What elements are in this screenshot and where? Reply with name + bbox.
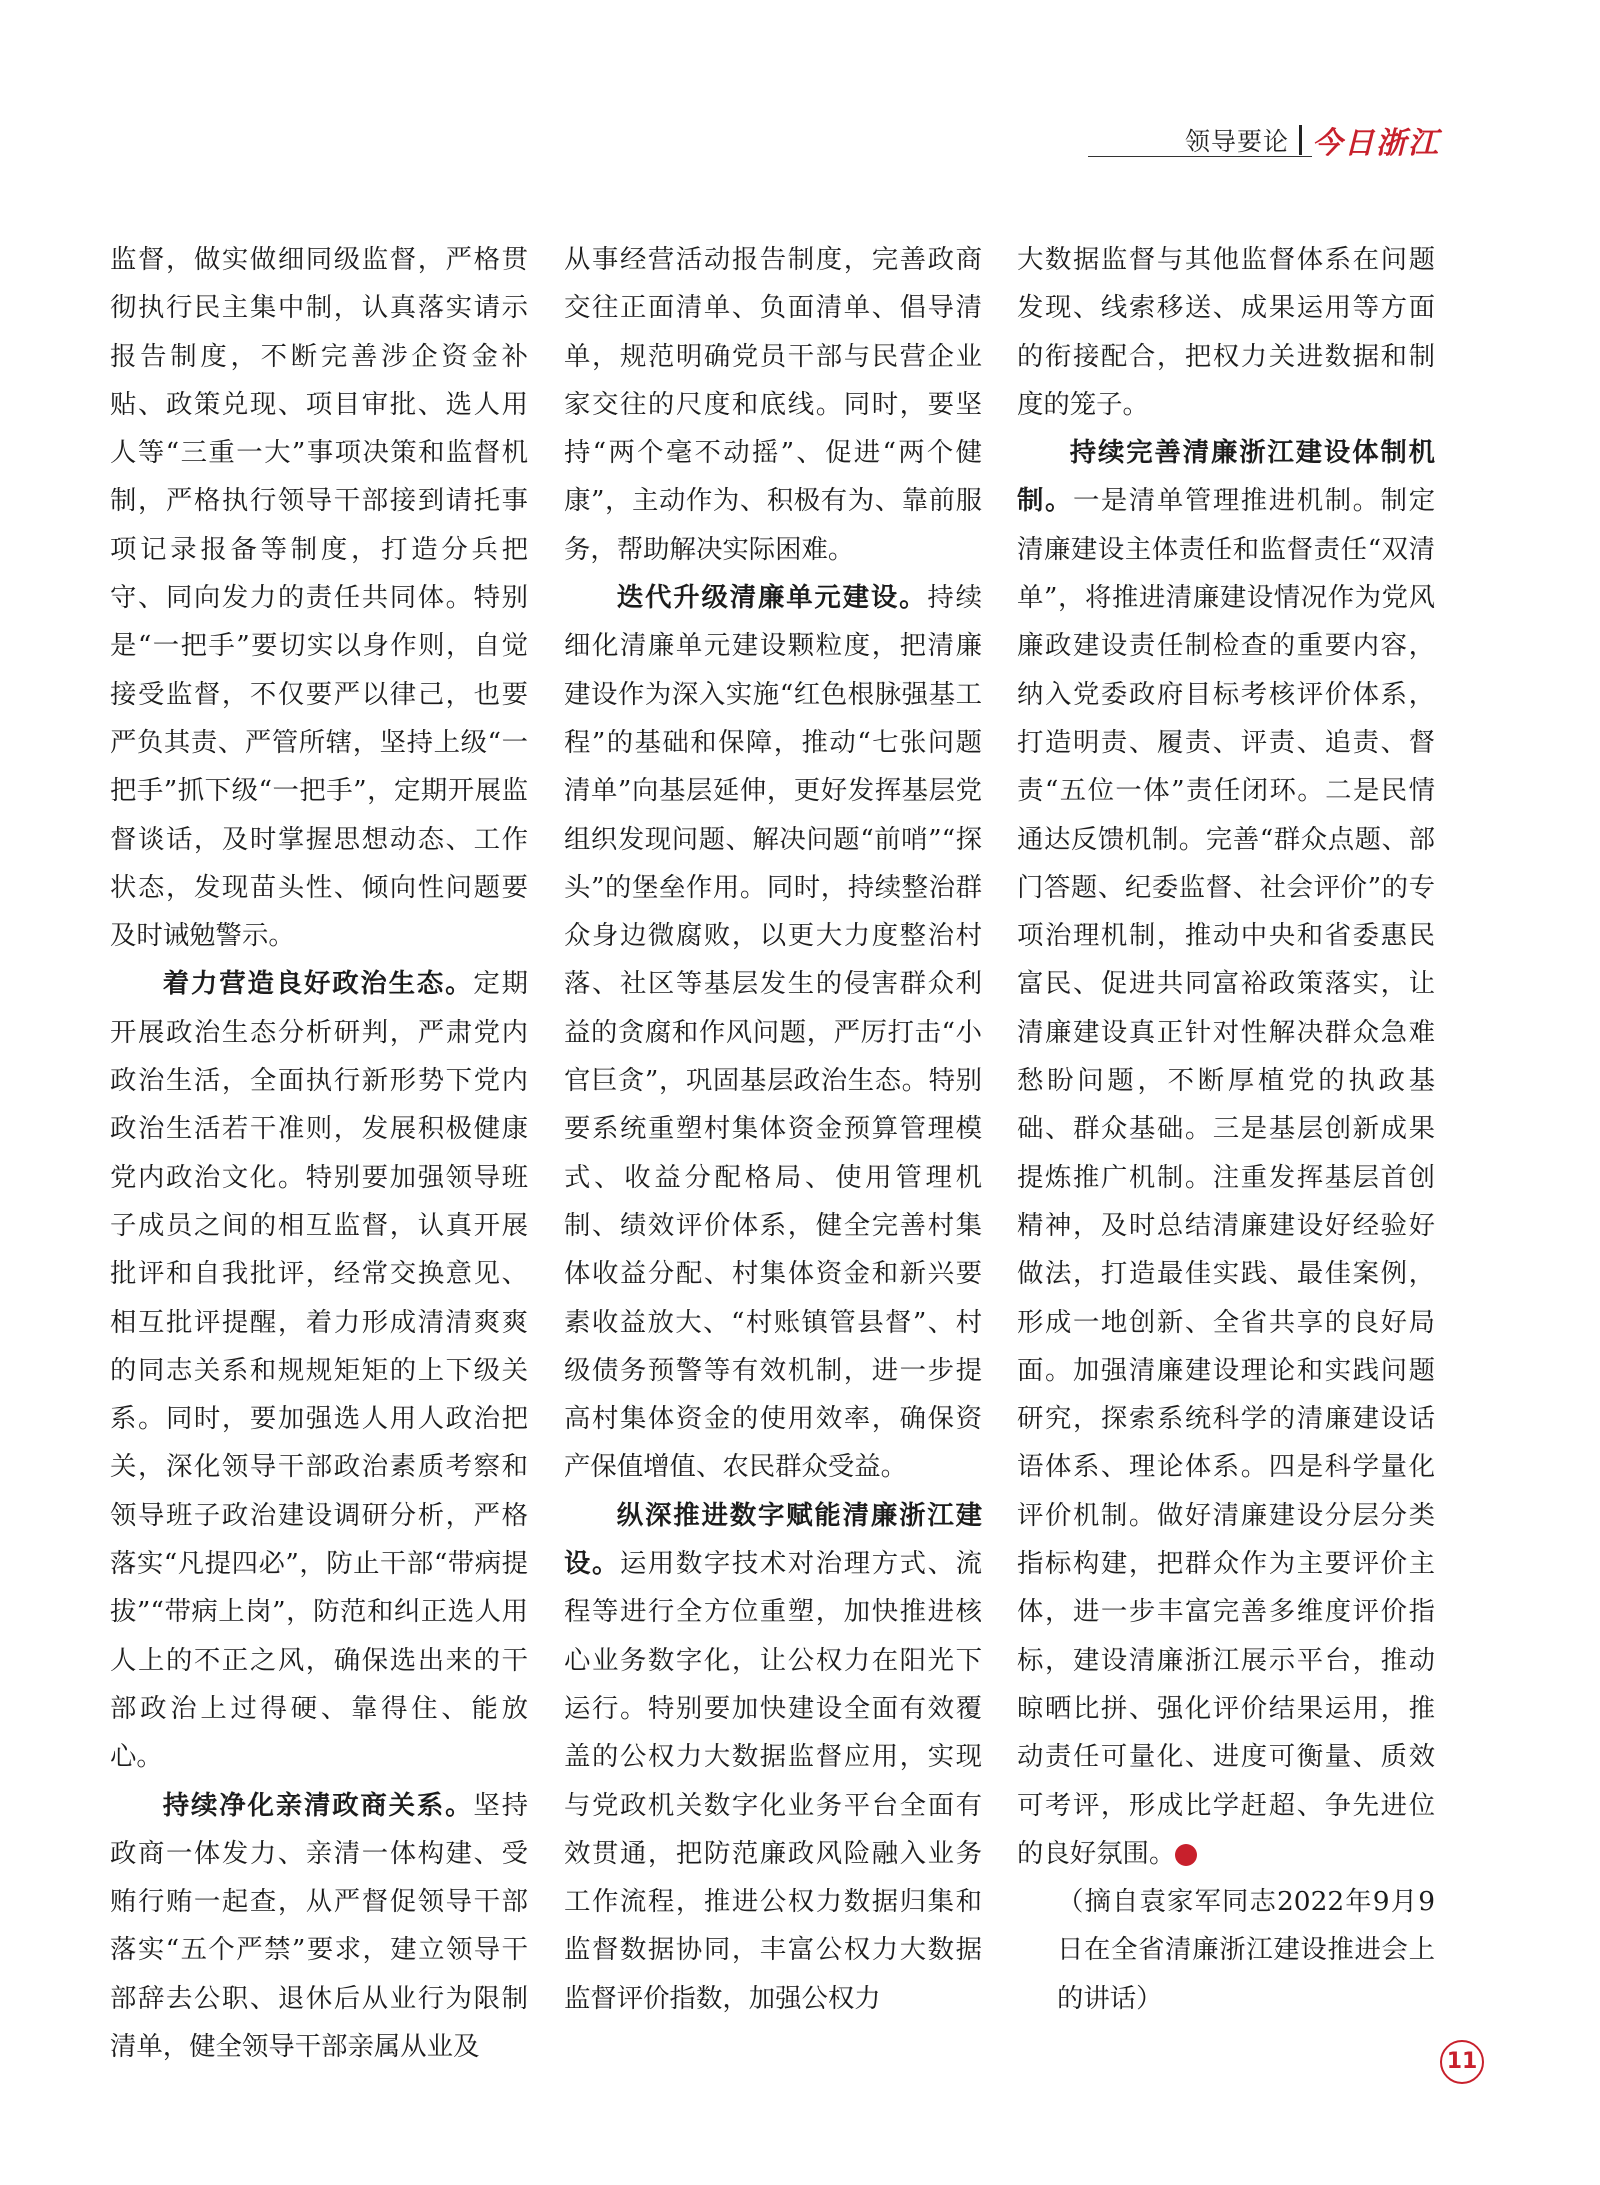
header-divider	[1299, 125, 1302, 155]
paragraph: 着力营造良好政治生态。定期开展政治生态分析研判，严肃党内政治生活，全面执行新形势下党内政治生活若干准则，发展积极健康党内政治文化。特别要加强领导班子成员之间的相互监督，认真开展批评和自我批评，经常交换意见、相互批评提醒，着力形成清清爽爽的同志关系和规规矩矩的上下级关系。同时，要加强选人用人政治把关，深化领导干部政治素质考察和领导班子政治建设调研分析，严格落实“凡提四必”，防止干部“带病提拔”“带病上岗”，防范和纠正选人用人上的不正之风，确保选出来的干部政治上过得硬、靠得住、能放心。	[110, 968, 528, 1773]
paragraph: 持续净化亲清政商关系。坚持政商一体发力、亲清一体构建、受贿行贿一起查，从严督促领导干部落实“五个严禁”要求，建立领导干部辞去公职、退休后从业行为限制清单，健全领导干部亲属从业及	[110, 1789, 528, 2062]
text-column-1	[110, 236, 528, 2062]
paragraph: 纵深推进数字赋能清廉浙江建设。运用数字技术对治理方式、流程等进行全方位重塑，加快推进核心业务数字化，让公权力在阳光下运行。特别要加快建设全面有效覆盖的公权力大数据监督应用，实现与党政机关数字化业务平台全面有效贯通，把防范廉政风险融入业务工作流程，推进公权力数据归集和监督数据协同，丰富公权力大数据监督评价指数，加强公权力	[564, 1499, 983, 2014]
source-note: （摘自袁家军同志2022年9月9日在全省清廉浙江建设推进会上的讲话）	[1057, 1886, 1435, 2014]
paragraph-heading: 持续净化亲清政商关系。	[162, 1789, 474, 1821]
paragraph: 迭代升级清廉单元建设。持续细化清廉单元建设颗粒度，把清廉建设作为深入实施“红色根脉强基工程”的基础和保障，推动“七张问题清单”向基层延伸，更好发挥基层党组织发现问题、解决问题“前哨”“探头”的堡垒作用。同时，持续整治群众身边微腐败，以更大力度整治村落、社区等基层发生的侵害群众利益的贪腐和作风问题，严厉打击“小官巨贪”，巩固基层政治生态。特别要系统重塑村集体资金预算管理模式、收益分配格局、使用管理机制、绩效评价体系，健全完善村集体收益分配、村集体资金和新兴要素收益放大、“村账镇管县督”、村级债务预警等有效机制，进一步提高村集体资金的使用效率，确保资产保值增值、农民群众受益。	[564, 582, 982, 1483]
paragraph: 大数据监督与其他监督体系在问题发现、线索移送、成果运用等方面的衔接配合，把权力关进数据和制度的笼子。	[1017, 244, 1435, 420]
paragraph-heading: 迭代升级清廉单元建设。	[616, 582, 928, 614]
magazine-logo: 今日浙江	[1312, 126, 1440, 161]
paragraph-heading: 着力营造良好政治生态。	[162, 968, 474, 1000]
paragraph-heading: 持续完善清廉浙江建设体制机制。	[1017, 437, 1435, 517]
page-number: 11	[1440, 2040, 1484, 2084]
article-end-icon: ◆	[1175, 1844, 1197, 1866]
page-header	[1185, 120, 1440, 160]
section-label: 领导要论	[1184, 127, 1289, 156]
paragraph-heading: 纵深推进数字赋能清廉浙江建设。	[564, 1499, 982, 1580]
text-column-2	[564, 236, 982, 2036]
paragraph: 从事经营活动报告制度，完善政商交往正面清单、负面清单、倡导清单，规范明确党员干部与民营企业家交往的尺度和底线。同时，要坚持“两个毫不动摇”、促进“两个健康”，主动作为、积极有为、靠前服务，帮助解决实际困难。	[564, 244, 982, 565]
article-body	[110, 236, 1438, 2062]
paragraph: 监督，做实做细同级监督，严格贯彻执行民主集中制，认真落实请示报告制度，不断完善涉企资金补贴、政策兑现、项目审批、选人用人等“三重一大”事项决策和监督机制，严格执行领导干部接到请托事项记录报备等制度，打造分兵把守、同向发力的责任共同体。特别是“一把手”要切实以身作则，自觉接受监督，不仅要严以律己，也要严负其责、严管所辖，坚持上级“一把手”抓下级“一把手”，定期开展监督谈话，及时掌握思想动态、工作状态，发现苗头性、倾向性问题要及时诫勉警示。	[110, 244, 528, 952]
paragraph: 持续完善清廉浙江建设体制机制。一是清单管理推进机制。制定清廉建设主体责任和监督责任“双清单”，将推进清廉建设情况作为党风廉政建设责任制检查的重要内容，纳入党委政府目标考核评价体系，打造明责、履责、评责、追责、督责“五位一体”责任闭环。二是民情通达反馈机制。完善“群众点题、部门答题、纪委监督、社会评价”的专项治理机制，推动中央和省委惠民富民、促进共同富裕政策落实，让清廉建设真正针对性解决群众急难愁盼问题，不断厚植党的执政基础、群众基础。三是基层创新成果提炼推广机制。注重发挥基层首创精神，及时总结清廉建设好经验好做法，打造最佳实践、最佳案例，形成一地创新、全省共享的良好局面。加强清廉建设理论和实践问题研究，探索系统科学的清廉建设话语体系、理论体系。四是科学量化评价机制。做好清廉建设分层分类指标构建，把群众作为主要评价主体，进一步丰富完善多维度评价指标，建设清廉浙江展示平台，推动晾晒比拼、强化评价结果运用，推动责任可量化、进度可衡量、质效可考评，形成比学赶超、争先进位的良好氛围。 ◆	[1017, 437, 1436, 1869]
text-column-3	[1017, 236, 1435, 2036]
